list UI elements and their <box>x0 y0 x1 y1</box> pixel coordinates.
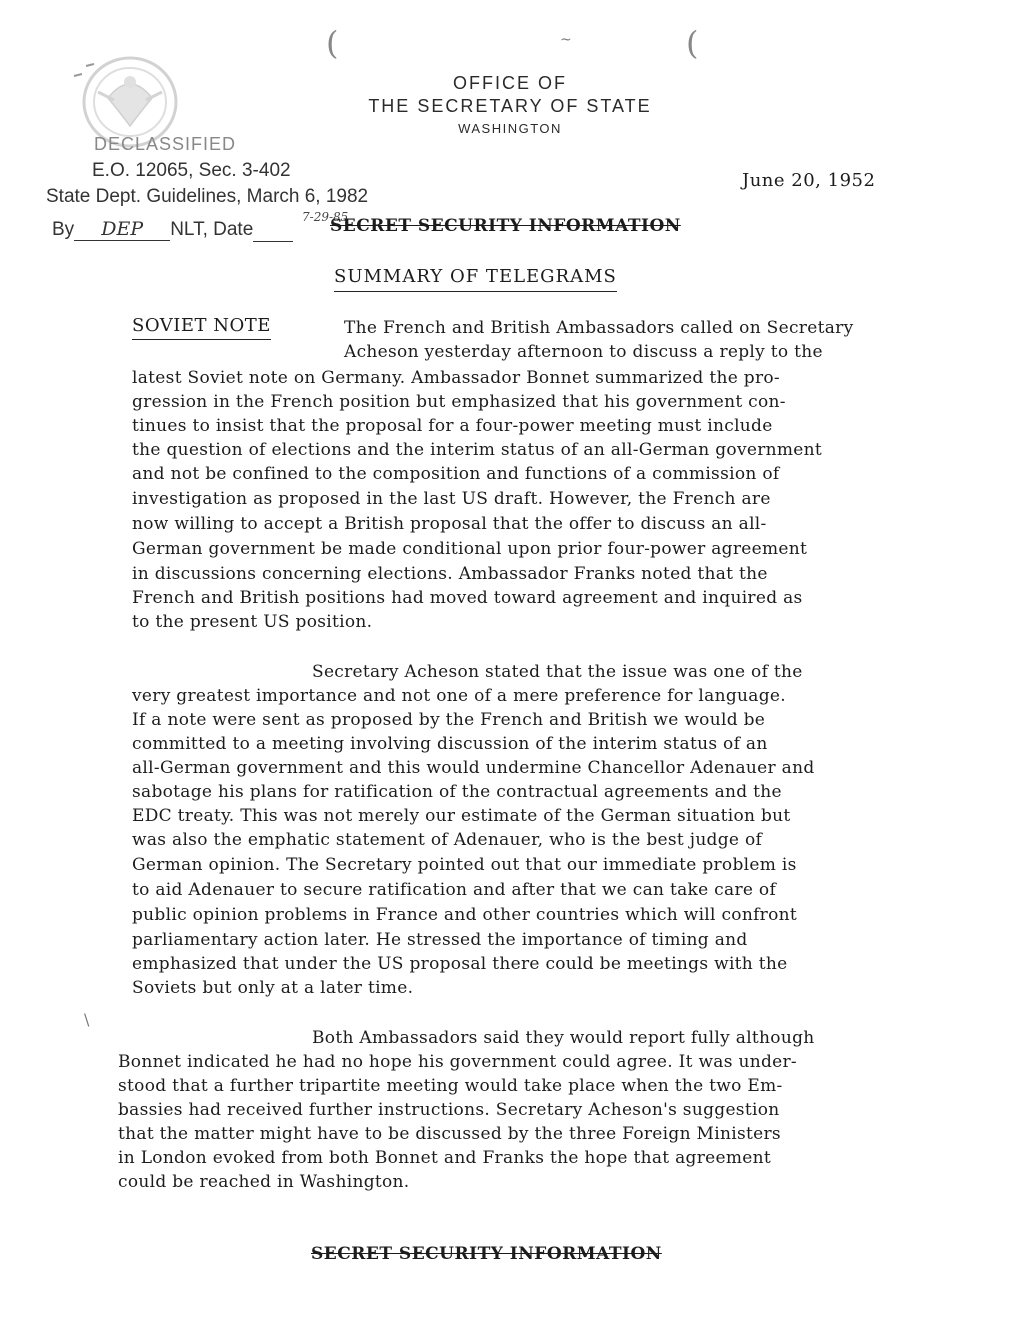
body-line: EDC treaty. This was not merely our estimate of the German situation but <box>132 806 791 826</box>
body-line: that the matter might have to be discussed by the three Foreign Ministers <box>118 1124 781 1144</box>
document-date: June 20, 1952 <box>742 170 876 191</box>
margin-dash-mark: ~ <box>560 32 572 48</box>
body-line: public opinion problems in France and other countries which will confront <box>132 905 798 925</box>
by-label: By <box>52 219 75 240</box>
nlt-label: NLT, Date <box>170 219 254 240</box>
guidelines: State Dept. Guidelines, March 6, 1982 <box>46 186 369 207</box>
body-line: Bonnet indicated he had no hope his government could agree. It was under- <box>118 1052 797 1072</box>
body-line: to the present US position. <box>132 612 373 632</box>
body-line: now willing to accept a British proposal that the offer to discuss an all- <box>132 514 767 534</box>
letterhead-line-2: THE SECRETARY OF STATE <box>368 96 652 116</box>
body-line: stood that a further tripartite meeting would take place when the two Em- <box>118 1076 783 1096</box>
body-line: all-German government and this would undermine Chancellor Adenauer and <box>132 758 815 778</box>
body-line: The French and British Ambassadors called on Secretary <box>344 318 854 338</box>
body-line: Both Ambassadors said they would report fully although <box>312 1028 815 1048</box>
body-line: Acheson yesterday afternoon to discuss a reply to the <box>344 342 823 362</box>
body-line: German government be made conditional upon prior four-power agreement <box>132 539 808 559</box>
body-line: the question of elections and the interim status of an all-German government <box>132 440 823 460</box>
letterhead-line-1: OFFICE OF <box>453 73 567 93</box>
classification-top: SECRET SECURITY INFORMATION <box>330 216 681 236</box>
letterhead-line-3: WASHINGTON <box>458 121 562 136</box>
body-line: emphasized that under the US proposal there could be meetings with the <box>132 954 788 974</box>
declassified-label: DECLASSIFIED <box>94 134 237 154</box>
body-line: investigation as proposed in the last US draft. However, the French are <box>132 489 771 509</box>
body-line: tinues to insist that the proposal for a four-power meeting must include <box>132 416 773 436</box>
body-line: parliamentary action later. He stressed the importance of timing and <box>132 930 748 950</box>
body-line: Secretary Acheson stated that the issue was one of the <box>312 662 803 682</box>
letterhead <box>300 72 720 136</box>
margin-parenthesis-left: ( <box>326 24 339 62</box>
body-line: latest Soviet note on Germany. Ambassador Bonnet summarized the pro- <box>132 368 780 388</box>
margin-tick-mark: \ <box>84 1010 90 1029</box>
body-line: sabotage his plans for ratification of the contractual agreements and the <box>132 782 782 802</box>
executive-order: E.O. 12065, Sec. 3-402 <box>92 160 291 181</box>
body-line: committed to a meeting involving discussion of the interim status of an <box>132 734 768 754</box>
handwritten-date: 7-29-85 <box>302 210 349 224</box>
body-line: gression in the French position but emphasized that his government con- <box>132 392 786 412</box>
document-title: SUMMARY OF TELEGRAMS <box>334 266 617 292</box>
body-line: could be reached in Washington. <box>118 1172 410 1192</box>
margin-parenthesis-right: ( <box>686 24 699 62</box>
by-value: DEP <box>74 218 170 241</box>
body-line: in London evoked from both Bonnet and Franks the hope that agreement <box>118 1148 772 1168</box>
classification-bottom: SECRET SECURITY INFORMATION <box>311 1244 662 1264</box>
declassified-by-line <box>52 218 293 242</box>
body-line: to aid Adenauer to secure ratification and after that we can take care of <box>132 880 777 900</box>
body-line: and not be confined to the composition and functions of a commission of <box>132 464 780 484</box>
body-line: If a note were sent as proposed by the French and British we would be <box>132 710 766 730</box>
body-line: very greatest importance and not one of a mere preference for language. <box>132 686 786 706</box>
date-blank <box>253 219 293 242</box>
body-line: German opinion. The Secretary pointed out that our immediate problem is <box>132 855 797 875</box>
section-label: SOVIET NOTE <box>132 315 271 340</box>
body-line: bassies had received further instructions. Secretary Acheson's suggestion <box>118 1100 780 1120</box>
body-line: was also the emphatic statement of Adenauer, who is the best judge of <box>132 830 763 850</box>
body-line: Soviets but only at a later time. <box>132 978 414 998</box>
body-line: French and British positions had moved toward agreement and inquired as <box>132 588 803 608</box>
body-line: in discussions concerning elections. Ambassador Franks noted that the <box>132 564 768 584</box>
